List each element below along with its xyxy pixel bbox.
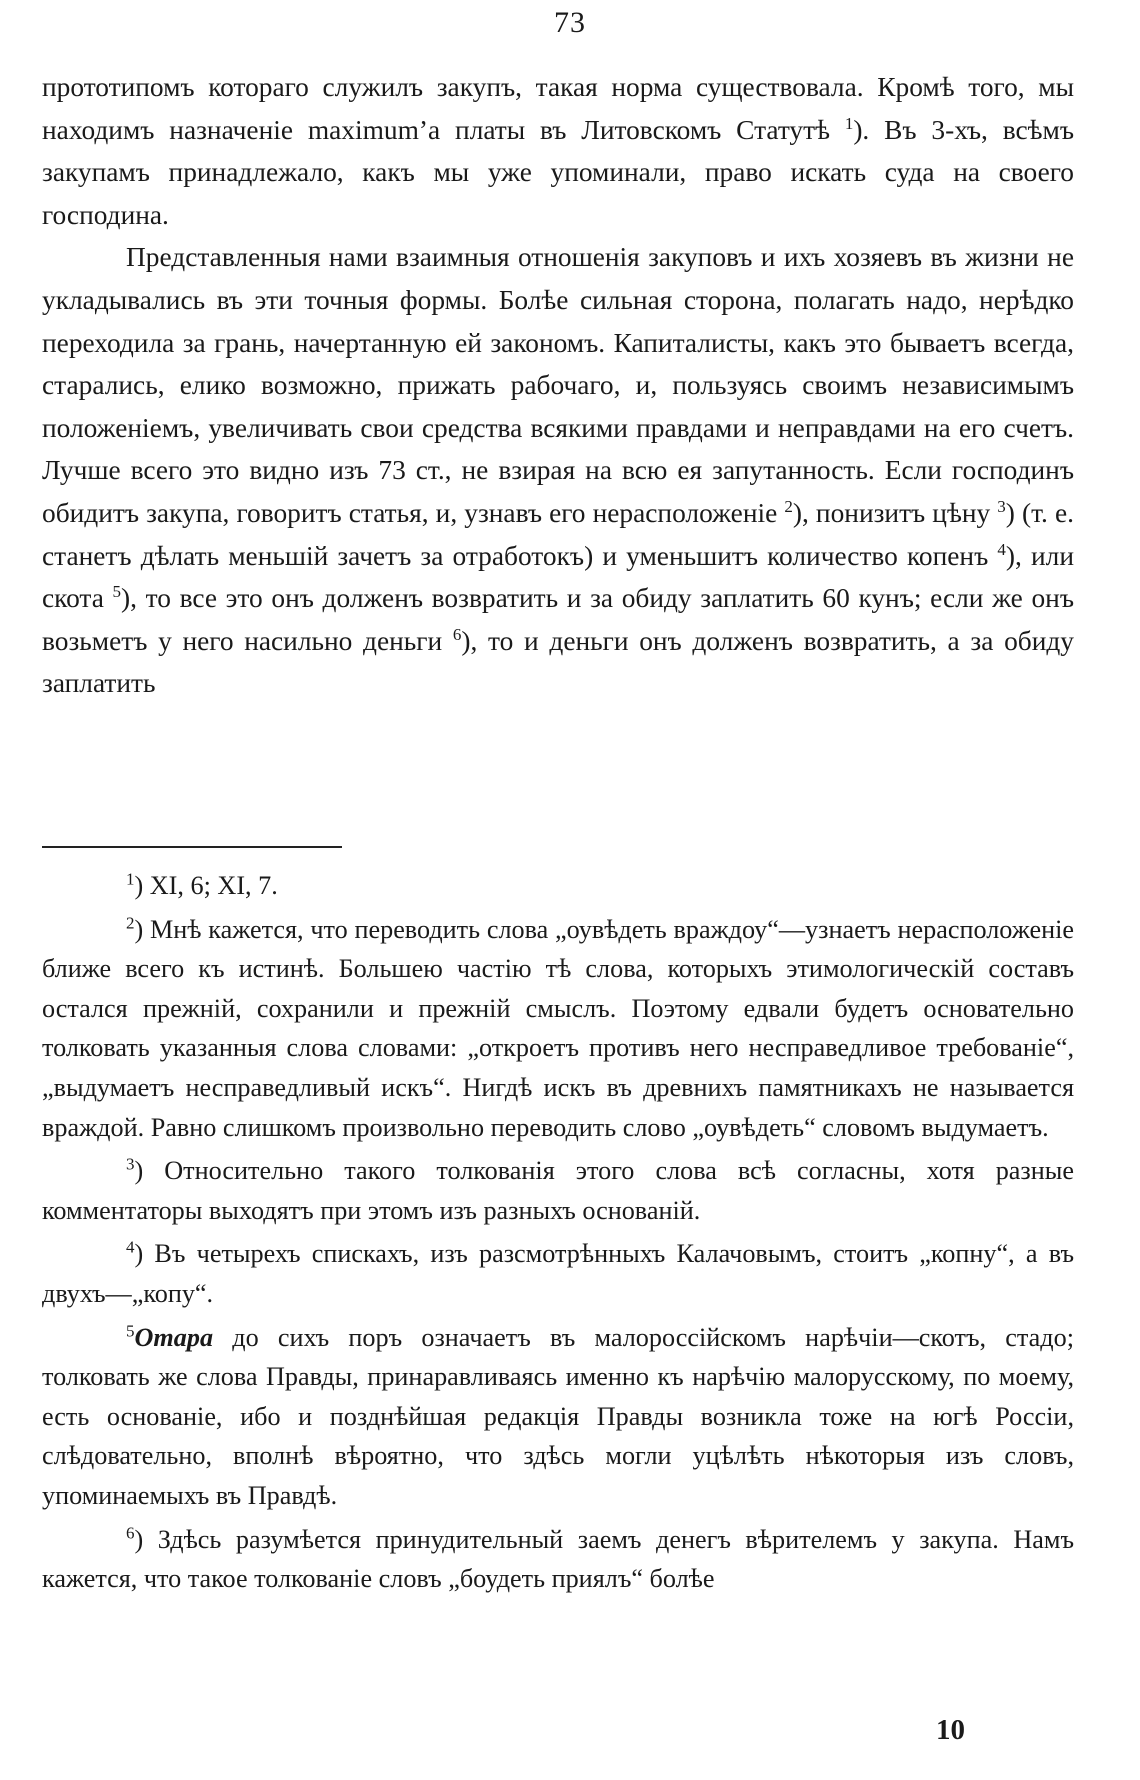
footnote-5-text: до сихъ поръ означаетъ въ малороссійскомъ нарѣчіи—скотъ, стадо; толковать же слова Правды, принаравливаясь именно къ нарѣчію малорусскому, по моему, есть основаніе, ибо и позднѣйшая редакція Правды возникла тоже на югѣ Россіи, слѣдовательно, вполнѣ вѣроятно, что здѣсь могли уцѣлѣть нѣкоторыя изъ словъ, упоминаемыхъ въ Правдѣ. <box>42 1322 1074 1510</box>
footnote-ref-4: 4 <box>997 539 1006 559</box>
paragraph-1 <box>42 66 1074 236</box>
footnote-1 <box>42 866 1074 906</box>
footnote-6-text: ) Здѣсь разумѣется принудительный заемъ денегъ вѣрителемъ у закупа. Намъ кажется, что такое толкованіе словъ „боудеть приялъ“ болѣе <box>42 1524 1074 1594</box>
footnote-3 <box>42 1151 1074 1230</box>
sheet-signature: 10 <box>936 1714 965 1746</box>
footnote-4 <box>42 1234 1074 1313</box>
paragraph-2-text-5: ), то все это онъ долженъ возвратить и за обиду заплатить 60 кунъ; если же онъ возьметъ у него насильно деньги <box>42 583 1075 656</box>
footnote-6-mark: 6 <box>126 1522 135 1542</box>
paragraph-1-text-1: прототипомъ котораго служилъ закупъ, такая норма существовала. Кромѣ того, мы находимъ назначеніе maximum’а платы въ Литовскомъ Статутѣ <box>42 72 1074 145</box>
footnote-ref-1: 1 <box>844 113 854 133</box>
footnote-1-text: ) XI, 6; XI, 7. <box>134 871 278 900</box>
footnote-ref-6: 6 <box>452 624 462 644</box>
footnote-4-text: ) Въ четырехъ спискахъ, изъ разсмотрѣнныхъ Калачовымъ, стоитъ „копну“, а въ двухъ—„копу“. <box>42 1239 1074 1308</box>
footnote-3-mark: 3 <box>126 1154 135 1174</box>
footnotes <box>42 866 1074 1603</box>
footnote-ref-5: 5 <box>112 582 122 601</box>
paragraph-2-text-3: ) (т. е. станетъ дѣлать меньшій зачетъ за отработокъ) и уменьшитъ количество копенъ <box>42 497 1074 571</box>
footnote-ref-3: 3 <box>997 496 1006 516</box>
footnote-4-mark: 4 <box>126 1237 135 1257</box>
footnote-3-text: ) Относительно такого толкованія этого слова всѣ согласны, хотя разные комментаторы выходятъ при этомъ изъ разныхъ основаній. <box>42 1156 1074 1225</box>
footnote-5 <box>42 1318 1074 1516</box>
footnote-2 <box>42 910 1074 1148</box>
footnote-divider <box>42 846 342 848</box>
paragraph-2-text-2: ), понизитъ цѣну <box>792 497 998 528</box>
paragraph-1-text-2: ). Въ 3-хъ, всѣмъ закупамъ принадлежало, какъ мы уже упоминали, право искать суда на своего господина. <box>42 114 1074 230</box>
footnote-5-mark: 5 <box>126 1320 135 1340</box>
main-text <box>42 66 1074 705</box>
paragraph-2 <box>42 236 1074 705</box>
page-number: 73 <box>554 6 586 39</box>
paragraph-2-text-6: ), то и деньги онъ долженъ возвратить, а за обиду заплатить <box>42 625 1074 699</box>
footnote-2-mark: 2 <box>126 912 135 932</box>
footnote-1-mark: 1 <box>126 869 135 889</box>
paragraph-2-text-1: Представленныя нами взаимныя отношенія закуповъ и ихъ хозяевъ въ жизни не укладывались въ эти точныя формы. Болѣе сильная сторона, полагать надо, нерѣдко переходила за грань, начертанную ей закономъ. Капиталисты, какъ это бываетъ всегда, старались, елико возможно, прижать рабочаго, и, пользуясь своимъ независимымъ положеніемъ, увеличивать свои средства всякими правдами и неправдами на его счетъ. Лучше всего это видно изъ 73 ст., не взирая на всю ея запутанность. Если господинъ обидитъ закупа, говоритъ статья, и, узнавъ его нерасположеніе <box>42 242 1074 528</box>
footnote-5-emphasis: Отара <box>134 1322 214 1352</box>
paragraph-2-text-4: ), или скота <box>42 540 1074 614</box>
footnote-ref-2: 2 <box>784 496 793 516</box>
footnote-2-text: ) Мнѣ кажется, что переводить слова „оувѣдеть враждоу“—узнаетъ нерасположеніе ближе всего къ истинѣ. Большею частію тѣ слова, которыхъ этимологическій составъ остался прежній, сохранили и прежній смыслъ. Поэтому едвали будетъ основательно толковать указанныя слова словами: „откроетъ противъ него несправедливое требованіе“, „выдумаетъ несправедливый искъ“. Нигдѣ искъ въ древнихъ памятникахъ не называется враждой. Равно слишкомъ произвольно переводить слово „оувѣдеть“ словомъ выдумаетъ. <box>42 914 1074 1142</box>
footnote-6 <box>42 1520 1074 1599</box>
